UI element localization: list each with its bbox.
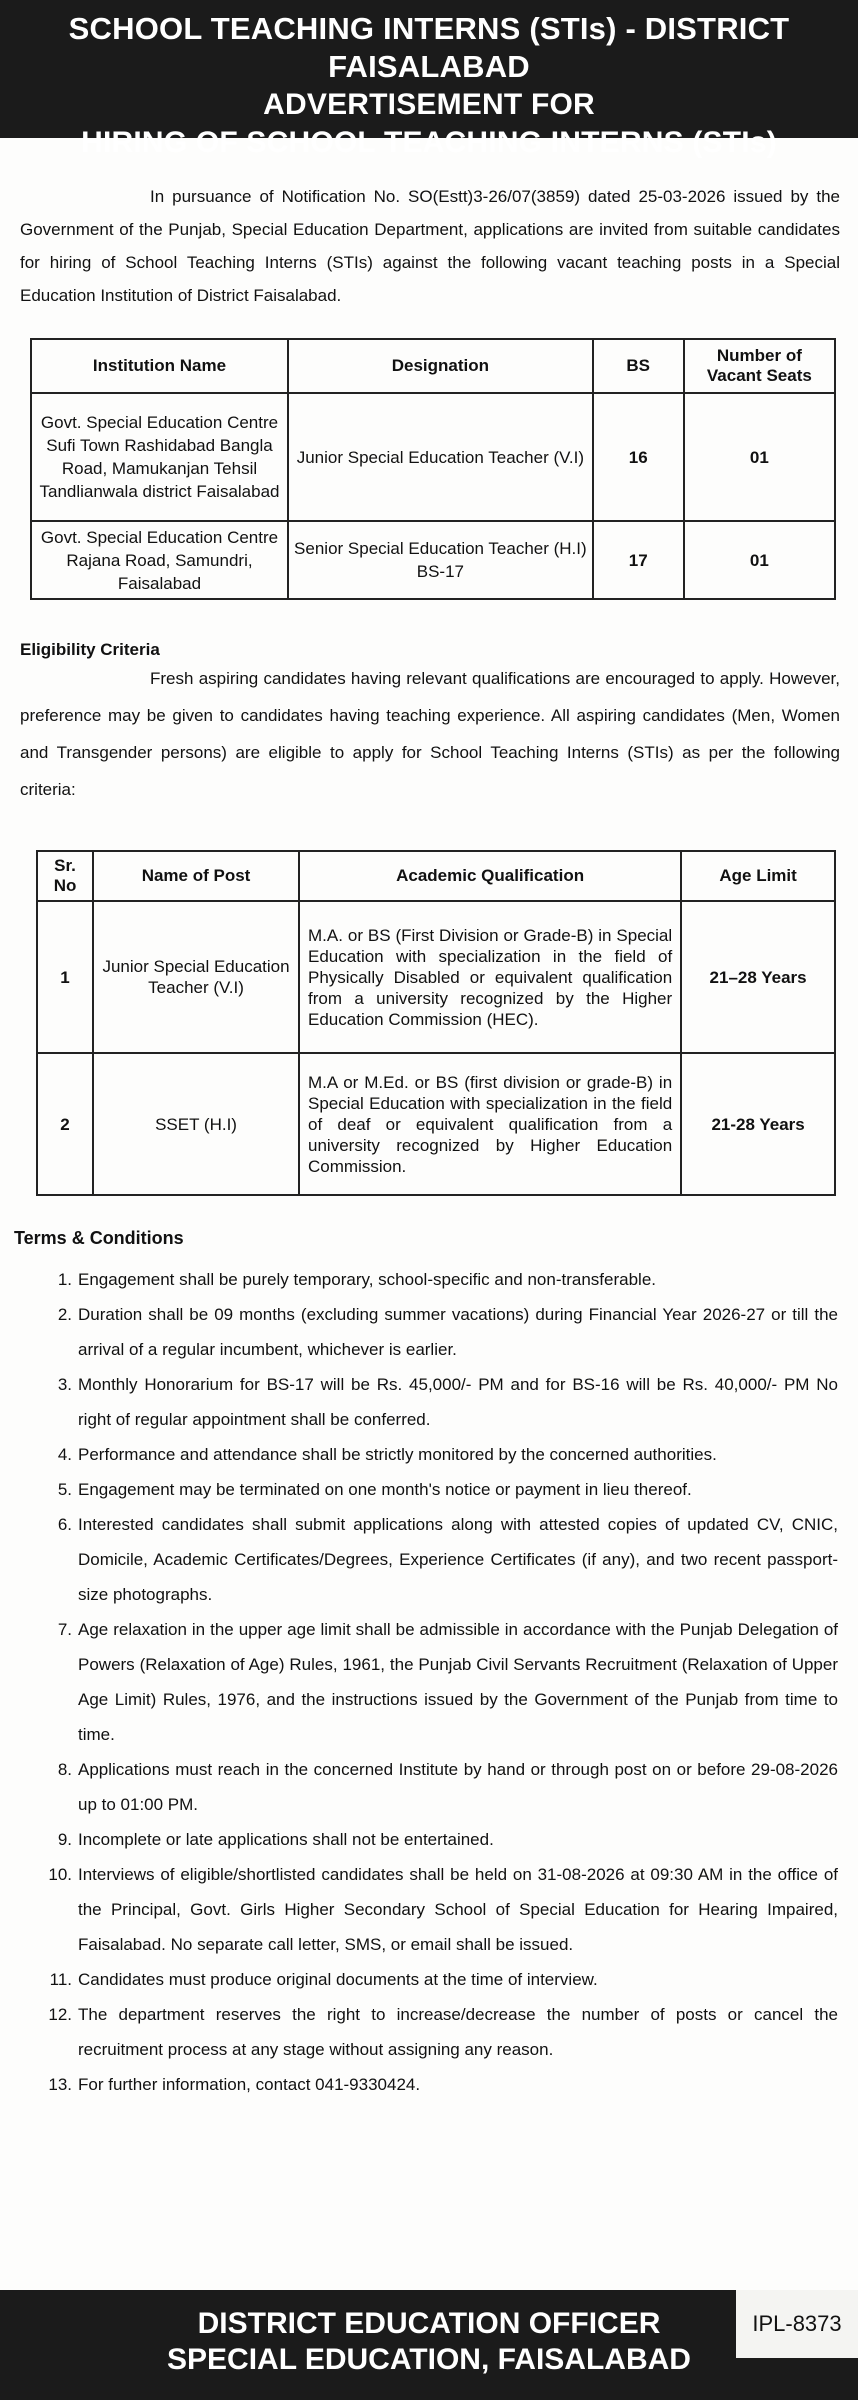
seats-cell: 01 <box>684 521 835 599</box>
item-number: 8. <box>57 1760 72 1779</box>
table-row <box>31 393 835 521</box>
item-number: 9. <box>57 1830 72 1849</box>
vacancy-col-bs: BS <box>593 339 684 393</box>
vacancy-col-institution: Institution Name <box>31 339 288 393</box>
criteria-table <box>36 850 836 1196</box>
item-number: 2. <box>57 1305 72 1324</box>
designation-cell: Junior Special Education Teacher (V.I) <box>288 393 593 521</box>
item-text: For further information, contact 041-9330424. <box>78 2075 421 2094</box>
qualification-cell: M.A or M.Ed. or BS (first division or grade-B) in Special Education with specialization in the field of deaf or equivalent qualification from a university recognized by Higher Education Commission. <box>299 1053 681 1195</box>
criteria-col-age: Age Limit <box>681 851 835 901</box>
list-item <box>0 1507 858 1612</box>
list-item <box>0 1612 858 1752</box>
list-item <box>0 1472 858 1507</box>
designation-cell: Senior Special Education Teacher (H.I) BS-17 <box>288 521 593 599</box>
item-text: Interviews of eligible/shortlisted candidates shall be held on 31-08-2026 at 09:30 AM in the office of the Principal, Govt. Girls Higher Secondary School of Special Education for Hearing Impaired, Faisalabad. No separate call letter, SMS, or email shall be issued. <box>78 1865 838 1954</box>
item-text: Incomplete or late applications shall not be entertained. <box>78 1830 494 1849</box>
seats-cell: 01 <box>684 393 835 521</box>
vacancy-col-seats: Number of Vacant Seats <box>684 339 835 393</box>
criteria-col-sr: Sr. No <box>37 851 93 901</box>
age-cell: 21-28 Years <box>681 1053 835 1195</box>
bs-cell: 17 <box>593 521 684 599</box>
criteria-col-post: Name of Post <box>93 851 299 901</box>
item-number: 11. <box>49 1970 72 1989</box>
list-item <box>0 1822 858 1857</box>
post-cell: SSET (H.I) <box>93 1053 299 1195</box>
criteria-table-header <box>37 851 835 901</box>
item-number: 3. <box>57 1375 72 1394</box>
item-number: 7. <box>57 1620 72 1639</box>
sr-cell: 1 <box>37 901 93 1053</box>
item-text: Engagement may be terminated on one month's notice or payment in lieu thereof. <box>78 1480 692 1499</box>
list-item <box>0 1297 858 1367</box>
item-text: Interested candidates shall submit applications along with attested copies of updated CV, CNIC, Domicile, Academic Certificates/Degrees, Experience Certificates (if any), and two recent passport-size photographs. <box>78 1515 838 1604</box>
item-number: 6. <box>57 1515 72 1534</box>
header-heading: HIRING OF SCHOOL TEACHING INTERNS (STIs) <box>81 126 777 159</box>
item-text: Applications must reach in the concerned Institute by hand or through post on or before 29-08-2026 up to 01:00 PM. <box>78 1760 838 1814</box>
vacancy-table <box>30 338 836 600</box>
sr-cell: 2 <box>37 1053 93 1195</box>
list-item <box>0 1997 858 2067</box>
age-cell: 21–28 Years <box>681 901 835 1053</box>
table-row <box>37 901 835 1053</box>
reference-code: IPL-8373 <box>736 2290 858 2358</box>
item-text: Age relaxation in the upper age limit shall be admissible in accordance with the Punjab Delegation of Powers (Relaxation of Age) Rules, 1961, the Punjab Civil Servants Recruitment (Relaxation of Upper Age Limit) Rules, 1976, and the instructions issued by the Government of the Punjab from time to time. <box>78 1620 838 1744</box>
list-item <box>0 2067 858 2102</box>
header-title: SCHOOL TEACHING INTERNS (STIs) - DISTRICT FAISALABAD <box>68 11 790 84</box>
bs-cell: 16 <box>593 393 684 521</box>
item-number: 5. <box>57 1480 72 1499</box>
item-number: 4. <box>57 1445 72 1464</box>
table-row <box>37 1053 835 1195</box>
list-item <box>0 1437 858 1472</box>
list-item <box>0 1857 858 1962</box>
list-item <box>0 1962 858 1997</box>
item-text: Monthly Honorarium for BS-17 will be Rs. 45,000/- PM and for BS-16 will be Rs. 40,000/- PM No right of regular appointment shall be conferred. <box>78 1375 838 1429</box>
vacancy-col-designation: Designation <box>288 339 593 393</box>
intro-paragraph: In pursuance of Notification No. SO(Estt)3-26/07(3859) dated 25-03-2026 issued by the Government of the Punjab, Special Education Department, applications are invited from suitable candidates for hiring of School Teaching Interns (STIs) against the following vacant teaching posts in a Special Education Institution of District Faisalabad. <box>20 187 840 305</box>
item-text: Candidates must produce original documents at the time of interview. <box>78 1970 598 1989</box>
institution-cell: Govt. Special Education Centre Sufi Town Rashidabad Bangla Road, Mamukanjan Tehsil Tandlianwala district Faisalabad <box>31 393 288 521</box>
header-subtitle: ADVERTISEMENT FOR <box>263 88 595 121</box>
vacancy-table-header <box>31 339 835 393</box>
qualification-cell: M.A. or BS (First Division or Grade-B) in Special Education with specialization in the field of Physically Disabled or equivalent qualification from a university recognized by the Higher Education Commission (HEC). <box>299 901 681 1053</box>
list-item <box>0 1367 858 1437</box>
item-text: Performance and attendance shall be strictly monitored by the concerned authorities. <box>78 1445 717 1464</box>
footer-department: SPECIAL EDUCATION, FAISALABAD <box>167 2343 691 2376</box>
item-number: 13. <box>48 2075 72 2094</box>
terms-list <box>0 1262 858 2102</box>
table-row <box>31 521 835 599</box>
item-number: 12. <box>48 2005 72 2024</box>
criteria-col-qualification: Academic Qualification <box>299 851 681 901</box>
header-banner <box>0 0 858 159</box>
item-text: The department reserves the right to increase/decrease the number of posts or cancel the recruitment process at any stage without assigning any reason. <box>78 2005 838 2059</box>
list-item <box>0 1752 858 1822</box>
item-text: Engagement shall be purely temporary, school-specific and non-transferable. <box>78 1270 656 1289</box>
footer-office: DISTRICT EDUCATION OFFICER <box>197 2307 661 2340</box>
eligibility-paragraph: Fresh aspiring candidates having relevant qualifications are encouraged to apply. However, preference may be given to candidates having teaching experience. All aspiring candidates (Men, Women and Transgender persons) are eligible to apply for School Teaching Interns (STIs) as per the following criteria: <box>20 669 840 799</box>
institution-cell: Govt. Special Education Centre Rajana Road, Samundri, Faisalabad <box>31 521 288 599</box>
list-item <box>0 1262 858 1297</box>
terms-title: Terms & Conditions <box>14 1228 184 1248</box>
item-number: 1. <box>57 1270 72 1289</box>
item-text: Duration shall be 09 months (excluding summer vacations) during Financial Year 2026-27 or till the arrival of a regular incumbent, whichever is earlier. <box>78 1305 838 1359</box>
item-number: 10. <box>48 1865 72 1884</box>
footer-banner <box>0 2290 858 2400</box>
post-cell: Junior Special Education Teacher (V.I) <box>93 901 299 1053</box>
eligibility-title: Eligibility Criteria <box>20 640 160 659</box>
